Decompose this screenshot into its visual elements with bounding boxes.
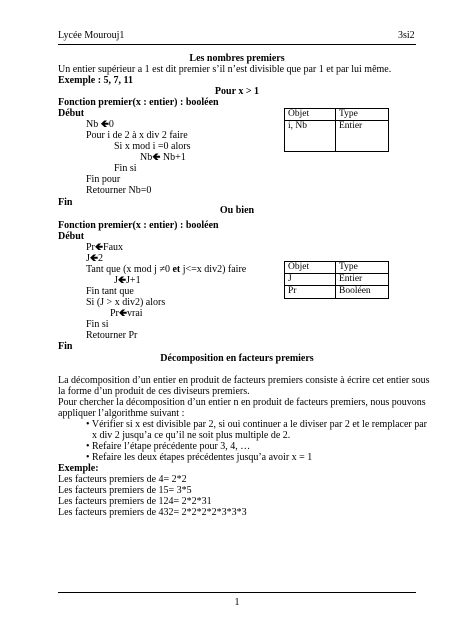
para2-line-1: Pour chercher la décomposition d’un entier n en produit de facteurs premiers, nous pouvons	[58, 397, 426, 408]
arrow-icon: 🡸	[152, 152, 161, 163]
para1-line-2: la forme d’un produit de ces diviseurs premiers.	[58, 386, 250, 397]
page-title: Les nombres premiers	[189, 53, 285, 64]
bullet-text: Refaire les deux étapes précédentes jusqu’a avoir x = 1	[92, 452, 313, 463]
arrow-icon: 🡸	[100, 119, 109, 130]
para1-line-1: La décomposition d’un entier en produit de facteurs premiers consiste à écrire cet entier sous	[58, 375, 430, 386]
bullet-icon: •	[86, 419, 90, 430]
algo1-signature: Fonction premier(x : entier) : booléen	[58, 97, 219, 108]
table2-cell: J	[285, 274, 336, 286]
table2-header-objet: Objet	[285, 262, 336, 274]
bullet-text: Vérifier si x est divisible par 2, si oui continuer a le diviser par 2 et le remplacer par	[91, 419, 428, 430]
example-line: Les facteurs premiers de 4= 2*2	[58, 474, 187, 485]
footer-rule	[58, 592, 416, 593]
algo1-debut: Début	[58, 108, 85, 119]
exemple2-label: Exemple:	[58, 463, 99, 474]
example-line: Les facteurs premiers de 15= 3*5	[58, 485, 192, 496]
algo2-line-4: J🡸J+1	[114, 275, 141, 286]
example-line: Les facteurs premiers de 124= 2*2*31	[58, 496, 212, 507]
bullet-item-continuation: x div 2 jusqu’a ce qu’il ne soit plus multiple de 2.	[92, 430, 291, 441]
algo2-fin: Fin	[58, 341, 73, 352]
example-line: Les facteurs premiers de 432= 2*2*2*2*3*3*3	[58, 507, 247, 518]
table2-cell: Pr	[285, 286, 336, 299]
table2-cell: Entier	[336, 274, 389, 286]
algo2-line-1: Pr🡸Faux	[86, 242, 124, 253]
algo2-line-7: Pr🡸vrai	[110, 308, 143, 319]
table2-cell: Booléen	[336, 286, 389, 299]
algo2-debut: Début	[58, 231, 85, 242]
table1-cell: i, Nb	[285, 121, 336, 152]
page-number: 1	[234, 597, 240, 608]
variables-table-2	[284, 261, 389, 299]
algo1-line-1: Nb 🡸0	[86, 119, 114, 130]
header-rule	[58, 44, 416, 45]
algo1-line-2: Pour i de 2 à x div 2 faire	[86, 130, 188, 141]
algo2-line-8: Fin si	[86, 319, 109, 330]
bullet-icon: •	[86, 441, 90, 452]
bullet-item	[86, 452, 312, 464]
bullet-icon: •	[86, 452, 90, 463]
algo1-line-5: Fin si	[114, 163, 137, 174]
arrow-icon: 🡸	[117, 275, 127, 286]
ou-bien-heading: Ou bien	[219, 205, 255, 216]
algo1-line-7: Retourner Nb=0	[86, 185, 152, 196]
variables-table-1	[284, 108, 389, 152]
table2-header-type: Type	[336, 262, 389, 274]
algo2-line-6: Si (J > x div2) alors	[86, 297, 166, 308]
arrow-icon: 🡸	[94, 242, 104, 253]
algo1-line-4: Nb🡸 Nb+1	[140, 152, 186, 163]
arrow-icon: 🡸	[89, 253, 99, 264]
algo2-signature: Fonction premier(x : entier) : booléen	[58, 220, 219, 231]
intro-text: Un entier supérieur a 1 est dit premier s’il n’est divisible que par 1 et par lui même.	[58, 64, 392, 75]
arrow-icon: 🡸	[118, 308, 128, 319]
header-right: 3si2	[398, 30, 415, 41]
header-left: Lycée Mourouj1	[58, 30, 125, 41]
algo2-line-2: J🡸2	[86, 253, 104, 264]
algo1-line-6: Fin pour	[86, 174, 121, 185]
example-line: Exemple : 5, 7, 11	[58, 75, 133, 86]
section2-title: Décomposition en facteurs premiers	[160, 353, 314, 364]
table1-cell: Entier	[336, 121, 389, 152]
subtitle-x-gt-1: Pour x > 1	[214, 86, 260, 97]
algo2-line-5: Fin tant que	[86, 286, 134, 297]
table1-header-type: Type	[336, 109, 389, 121]
algo1-fin: Fin	[58, 197, 73, 208]
bullet-text: Refaire l’étape précédente pour 3, 4, …	[92, 441, 251, 452]
algo1-line-3: Si x mod i =0 alors	[114, 141, 191, 152]
algo2-line-9: Retourner Pr	[86, 330, 138, 341]
para2-line-2: appliquer l’algorithme suivant :	[58, 408, 185, 419]
algo2-line-3: Tant que (x mod j ≠0 et j<=x div2) faire	[86, 264, 247, 275]
table1-header-objet: Objet	[285, 109, 336, 121]
